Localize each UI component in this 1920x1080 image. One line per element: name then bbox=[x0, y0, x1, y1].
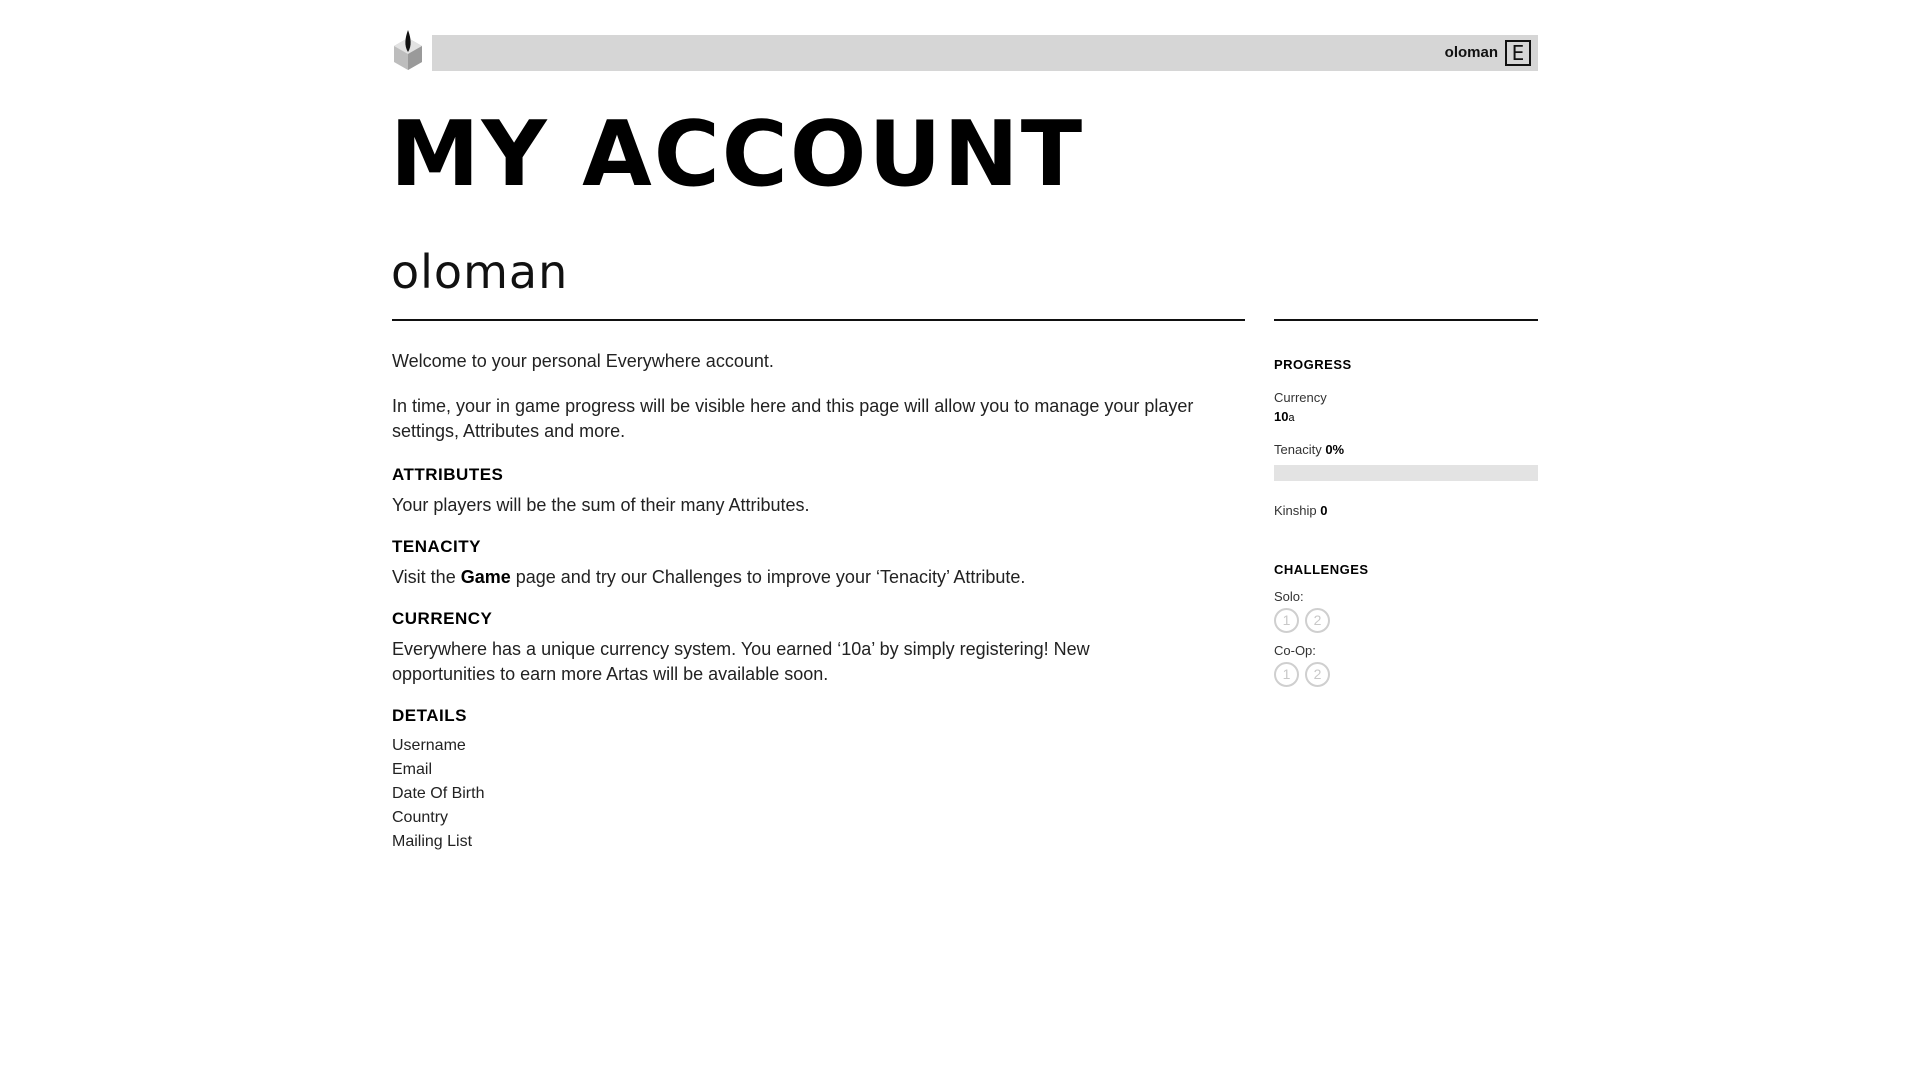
account-badge-icon[interactable]: E bbox=[1505, 40, 1531, 66]
details-item-dob: Date Of Birth bbox=[392, 785, 485, 802]
tenacity-heading: TENACITY bbox=[392, 537, 481, 556]
kinship-label: Kinship bbox=[1274, 503, 1317, 518]
details-item-email: Email bbox=[392, 761, 433, 778]
currency-amount: 10 bbox=[1274, 409, 1289, 424]
currency-stat bbox=[1274, 390, 1538, 424]
intro-text: Welcome to your personal Everywhere account. bbox=[392, 351, 774, 371]
logo-icon[interactable] bbox=[392, 28, 424, 72]
currency-unit: a bbox=[1288, 412, 1295, 424]
attributes-section bbox=[392, 462, 1242, 518]
attributes-heading: ATTRIBUTES bbox=[392, 465, 504, 484]
currency-heading: CURRENCY bbox=[392, 609, 493, 628]
tenacity-text-before: Visit the bbox=[392, 567, 461, 587]
solo-challenge-2[interactable]: 2 bbox=[1305, 608, 1330, 633]
tenacity-section bbox=[392, 534, 1242, 590]
coop-label: Co-Op: bbox=[1274, 643, 1316, 658]
tenacity-text bbox=[392, 565, 1242, 590]
details-heading: DETAILS bbox=[392, 706, 467, 725]
top-bar bbox=[432, 35, 1538, 71]
currency-text: Everywhere has a unique currency system. You earned ‘10a’ by simply registering! New opportunities to earn more Artas will be available soon. bbox=[392, 639, 1090, 684]
sidebar-divider bbox=[1274, 319, 1538, 321]
attributes-text: Your players will be the sum of their many Attributes. bbox=[392, 495, 810, 515]
sidebar bbox=[1274, 357, 1538, 687]
currency-label: Currency bbox=[1274, 390, 1327, 405]
game-link[interactable]: Game bbox=[460, 567, 511, 587]
coop-challenges bbox=[1274, 643, 1538, 687]
details-item-username: Username bbox=[392, 737, 466, 754]
tenacity-label: Tenacity bbox=[1274, 442, 1322, 457]
coop-challenge-1[interactable]: 1 bbox=[1274, 662, 1299, 687]
coop-challenge-2[interactable]: 2 bbox=[1305, 662, 1330, 687]
details-item-country: Country bbox=[392, 809, 449, 826]
solo-label: Solo: bbox=[1274, 589, 1304, 604]
tenacity-stat bbox=[1274, 442, 1538, 481]
details-item-mailing-list: Mailing List bbox=[392, 833, 473, 850]
solo-challenge-1[interactable]: 1 bbox=[1274, 608, 1299, 633]
tenacity-text-after: page and try our Challenges to improve your ‘Tenacity’ Attribute. bbox=[510, 567, 1026, 587]
tenacity-value: 0% bbox=[1325, 442, 1345, 457]
tenacity-progress-bar bbox=[1274, 465, 1538, 481]
solo-challenges bbox=[1274, 589, 1538, 633]
currency-value bbox=[1274, 409, 1538, 424]
kinship-stat bbox=[1274, 503, 1538, 518]
topbar-username[interactable]: oloman bbox=[1444, 44, 1498, 61]
kinship-value: 0 bbox=[1320, 503, 1328, 518]
details-section bbox=[392, 703, 1242, 854]
intro-text-2: In time, your in game progress will be visible here and this page will allow you to manage your player settings, Attributes and more. bbox=[392, 396, 1194, 441]
currency-section bbox=[392, 606, 1242, 687]
page-title: MY ACCOUNT bbox=[390, 102, 1085, 207]
username-heading: oloman bbox=[391, 245, 569, 299]
details-list bbox=[392, 734, 1242, 854]
main-divider bbox=[392, 319, 1245, 321]
progress-heading: PROGRESS bbox=[1274, 357, 1352, 372]
challenges-heading: CHALLENGES bbox=[1274, 562, 1369, 577]
main-content bbox=[392, 349, 1242, 854]
